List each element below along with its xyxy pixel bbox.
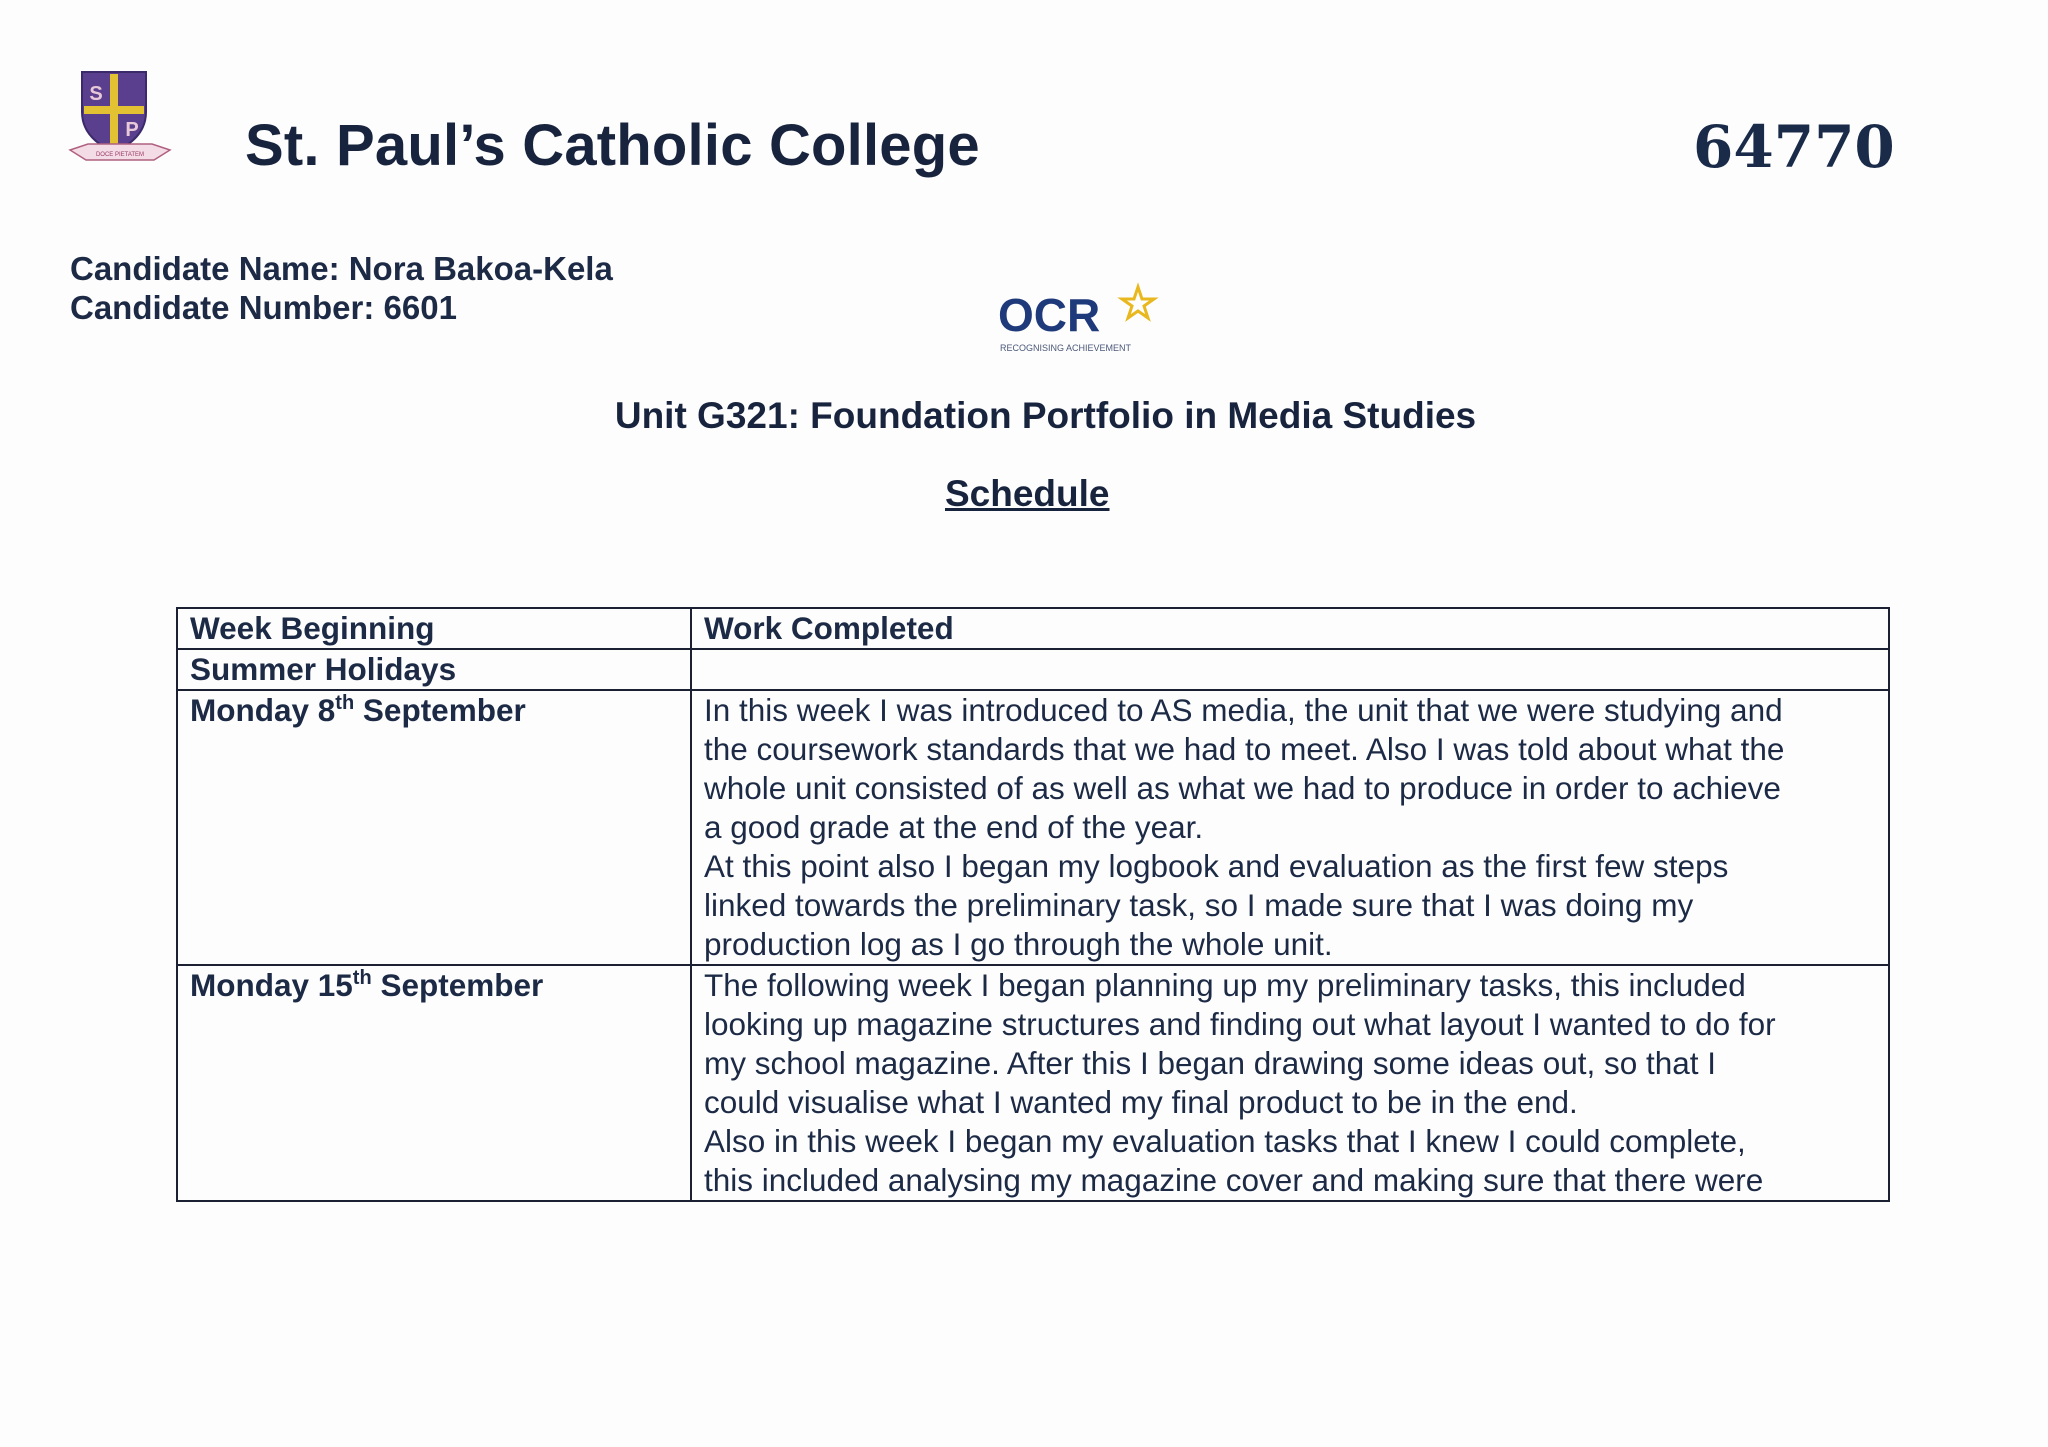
- work-line: the coursework standards that we had to meet. Also I was told about what the: [704, 731, 1785, 767]
- college-name: St. Paul’s Catholic College: [245, 113, 980, 178]
- week-cell: [177, 965, 691, 1201]
- work-line: In this week I was introduced to AS media, the unit that we were studying and: [704, 692, 1783, 728]
- work-line: Also in this week I began my evaluation tasks that I knew I could complete,: [704, 1123, 1746, 1159]
- ocr-tagline: RECOGNISING ACHIEVEMENT: [1000, 343, 1132, 353]
- header-work-completed: Work Completed: [691, 608, 1889, 649]
- work-line: linked towards the preliminary task, so I made sure that I was doing my: [704, 887, 1694, 923]
- work-line: a good grade at the end of the year.: [704, 809, 1204, 845]
- crest-motto: DOCE PIETATEM: [95, 152, 145, 158]
- ocr-logo: [996, 281, 1160, 361]
- schedule-table: [176, 607, 1890, 1202]
- week-ordinal: th: [335, 692, 355, 714]
- week-cell: [177, 690, 691, 965]
- college-crest-logo: [68, 68, 172, 168]
- work-cell: [691, 965, 1889, 1201]
- work-line: could visualise what I wanted my final product to be in the end.: [704, 1084, 1578, 1120]
- crest-letter-p: P: [125, 119, 139, 141]
- work-line: looking up magazine structures and finding out what layout I wanted to do for: [704, 1006, 1776, 1042]
- work-cell: [691, 690, 1889, 965]
- star-icon: [1122, 287, 1154, 318]
- week-day: Monday 15: [190, 967, 353, 1003]
- week-ordinal: th: [352, 967, 372, 989]
- work-line: my school magazine. After this I began drawing some ideas out, so that I: [704, 1045, 1717, 1081]
- work-line: whole unit consisted of as well as what we had to produce in order to achieve: [704, 770, 1781, 806]
- centre-number: 64770: [1693, 113, 1895, 181]
- ocr-logo-text: OCR: [998, 289, 1101, 341]
- table-row: [177, 649, 1889, 690]
- work-line: this included analysing my magazine cover and making sure that there were: [704, 1162, 1764, 1198]
- week-month: September: [354, 692, 526, 728]
- unit-title: Unit G321: Foundation Portfolio in Media Studies: [614, 395, 1477, 436]
- work-line: production log as I go through the whole unit.: [704, 926, 1333, 962]
- header-week-beginning: Week Beginning: [177, 608, 691, 649]
- week-day: Monday 8: [190, 692, 336, 728]
- week-cell: Summer Holidays: [177, 649, 691, 690]
- candidate-name: Candidate Name: Nora Bakoa-Kela: [70, 250, 613, 287]
- section-title: Schedule: [945, 473, 1110, 514]
- table-row: [177, 690, 1889, 965]
- crest-letter-s: S: [89, 83, 103, 105]
- work-cell: [691, 649, 1889, 690]
- work-line: At this point also I began my logbook and evaluation as the first few steps: [704, 848, 1729, 884]
- candidate-number: Candidate Number: 6601: [70, 289, 457, 326]
- work-line: The following week I began planning up my preliminary tasks, this included: [704, 967, 1746, 1003]
- week-month: September: [371, 967, 544, 1003]
- table-row: [177, 965, 1889, 1201]
- table-header-row: [177, 608, 1889, 649]
